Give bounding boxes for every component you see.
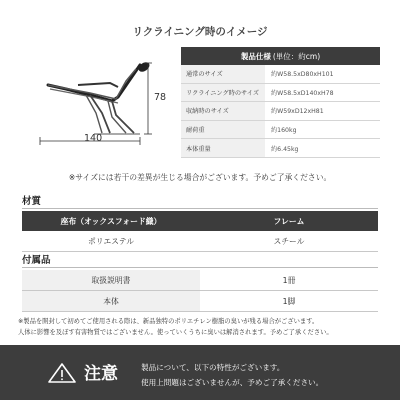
warning-triangle-icon xyxy=(47,362,77,384)
spec-key: 収納時のサイズ xyxy=(181,102,265,120)
spec-row xyxy=(181,102,380,121)
spec-key: 耐荷重 xyxy=(181,121,265,139)
accessory-qty: 1脚 xyxy=(282,296,296,306)
armrest xyxy=(78,83,118,87)
spec-table xyxy=(181,47,380,158)
odor-notice-line: ※製品を開封して初めてご使用される際は、新品独特のポリエチレン樹脂の臭いが残る場合がございます。 xyxy=(18,318,319,325)
material-header-fabric: 座布（オックスフォード織） xyxy=(22,211,200,231)
spec-value: 約W58.5xD80xH101 xyxy=(271,71,334,79)
spec-row xyxy=(181,65,380,84)
recliner-chair-illustration xyxy=(30,55,190,160)
odor-notice-line: 人体に影響を及ぼす有害物質ではございません。使っていくうちに臭いは解消されます。予めご了承ください。 xyxy=(18,329,333,336)
size-disclaimer: ※サイズには若干の差異が生じる場合がございます。予めご了承ください。 xyxy=(68,173,332,182)
spec-row xyxy=(181,121,380,140)
material-table xyxy=(22,211,378,252)
height-dimension-label: 78 xyxy=(154,92,167,103)
spec-value: 約160kg xyxy=(271,127,297,135)
spec-row xyxy=(181,139,380,158)
material-section-title: 材質 xyxy=(22,196,42,207)
caution-title: 注意 xyxy=(84,364,118,384)
accessory-qty: 1冊 xyxy=(282,275,296,285)
spec-key: 通常のサイズ xyxy=(181,65,265,83)
accessories-table xyxy=(22,270,378,312)
material-header-row xyxy=(22,211,378,231)
spec-value: 約6.45kg xyxy=(271,145,299,153)
caution-line: 製品について、以下の特性がございます。 xyxy=(141,363,285,372)
material-value-frame: スチール xyxy=(273,236,305,246)
spec-key: リクライニング時のサイズ xyxy=(181,84,265,102)
accessory-name: 本体 xyxy=(22,291,200,311)
spec-value: 約W59xD12xH81 xyxy=(271,108,324,116)
material-value-row xyxy=(22,231,378,252)
material-header-frame: フレーム xyxy=(200,211,378,231)
rear-leg xyxy=(112,101,134,133)
accessory-row xyxy=(22,291,378,312)
accessory-name: 取扱説明書 xyxy=(22,270,200,290)
material-value-fabric: ポリエステル xyxy=(87,236,135,246)
width-dimension-label: 140 xyxy=(84,133,103,144)
accessories-section-title: 付属品 xyxy=(22,255,51,266)
spec-key: 本体重量 xyxy=(181,139,265,157)
spec-value: 約W58.5xD140xH78 xyxy=(271,89,334,97)
odor-notice xyxy=(18,316,388,338)
caution-text xyxy=(141,360,323,390)
spec-row xyxy=(181,84,380,103)
divider xyxy=(22,208,378,209)
caution-line: 使用上問題はございませんが、予めご了承ください。 xyxy=(141,378,324,387)
spec-heading: 製品仕様 xyxy=(240,51,271,61)
spec-table-header xyxy=(181,47,380,65)
spec-unit: (単位：約cm) xyxy=(272,51,321,61)
page-title: リクライニング時のイメージ xyxy=(132,26,268,38)
accessory-row xyxy=(22,270,378,291)
divider xyxy=(22,267,378,268)
